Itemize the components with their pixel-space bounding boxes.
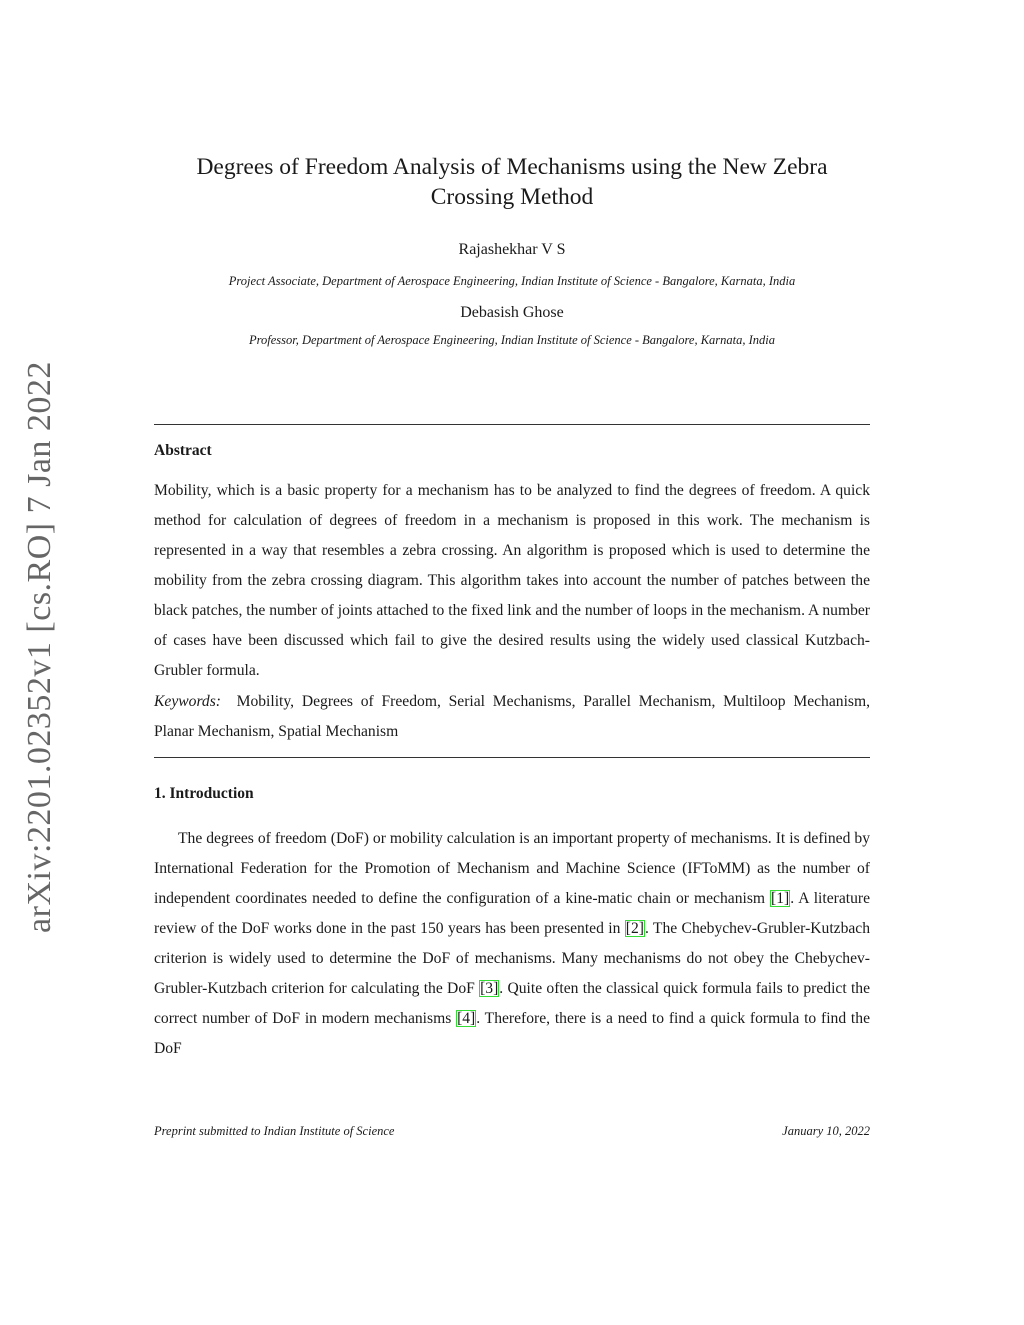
- author-affiliation-1: Project Associate, Department of Aerospace Engineering, Indian Institute of Science - Bangalore, Karnata, India: [228, 274, 796, 288]
- citation-link-4[interactable]: [4]: [457, 1010, 476, 1027]
- intro-text-segment: . Therefore, there is a need to find a quick formula to find the DoF: [154, 1010, 870, 1057]
- footer-date: January 10, 2022: [782, 1124, 870, 1138]
- keywords-paragraph: [154, 687, 870, 747]
- paper-title: Degrees of Freedom Analysis of Mechanisms using the New Zebra Crossing Method: [196, 154, 828, 210]
- abstract-heading: Abstract: [154, 442, 212, 459]
- keywords-list: Mobility, Degrees of Freedom, Serial Mechanisms, Parallel Mechanism, Multiloop Mechanism, Planar Mechanism, Spatial Mechanism: [154, 693, 870, 740]
- author-name-2: Debasish Ghose: [460, 304, 564, 321]
- introduction-paragraph: [154, 824, 870, 1064]
- introduction-heading: 1. Introduction: [154, 785, 254, 802]
- intro-text-segment: . The Chebychev-Grubler-Kutzbach criterion is widely used to determine the DoF of mechanisms. Many mechanisms do not obey the Chebychev-Grubler-Kutzbach criterion for calculating the DoF: [154, 920, 871, 997]
- keywords-label: Keywords:: [154, 693, 221, 710]
- abstract-top-rule: [154, 424, 870, 425]
- citation-link-3[interactable]: [3]: [480, 980, 499, 997]
- footer-submission-note: Preprint submitted to Indian Institute of Science: [154, 1124, 395, 1138]
- intro-text-segment: The degrees of freedom (DoF) or mobility calculation is an important property of mechanisms. It is defined by International Federation for the Promotion of Mechanism and Machine Science (IFToMM) as the number of independent coordinates needed to define the configuration of a kine-matic chain or mechanism: [154, 830, 870, 907]
- author-affiliation-2: Professor, Department of Aerospace Engineering, Indian Institute of Science - Bangalore, Karnata, India: [248, 333, 776, 347]
- abstract-bottom-rule: [154, 757, 870, 758]
- citation-link-1[interactable]: [1]: [771, 890, 790, 907]
- abstract-text: Mobility, which is a basic property for a mechanism has to be analyzed to find the degrees of freedom. A quick method for calculation of degrees of freedom in a mechanism is proposed in this work. The mechanism is represented in a way that resembles a zebra crossing. An algorithm is proposed which is used to determine the mobility from the zebra crossing diagram. This algorithm takes into account the number of patches between the black patches, the number of joints attached to the fixed link and the number of loops in the mechanism. A number of cases have been discussed which fail to give the desired results using the widely used classical Kutzbach-Grubler formula.: [154, 482, 870, 679]
- arxiv-identifier: arXiv:2201.02352v1 [cs.RO] 7 Jan 2022: [21, 361, 58, 933]
- citation-link-2[interactable]: [2]: [625, 920, 644, 937]
- intro-text-segment: . Quite often the classical quick formula fails to predict the correct number of DoF in modern mechanisms: [154, 980, 871, 1027]
- intro-text-segment: . A literature review of the DoF works done in the past 150 years has been presented in: [154, 890, 870, 937]
- author-name-1: Rajashekhar V S: [458, 241, 566, 258]
